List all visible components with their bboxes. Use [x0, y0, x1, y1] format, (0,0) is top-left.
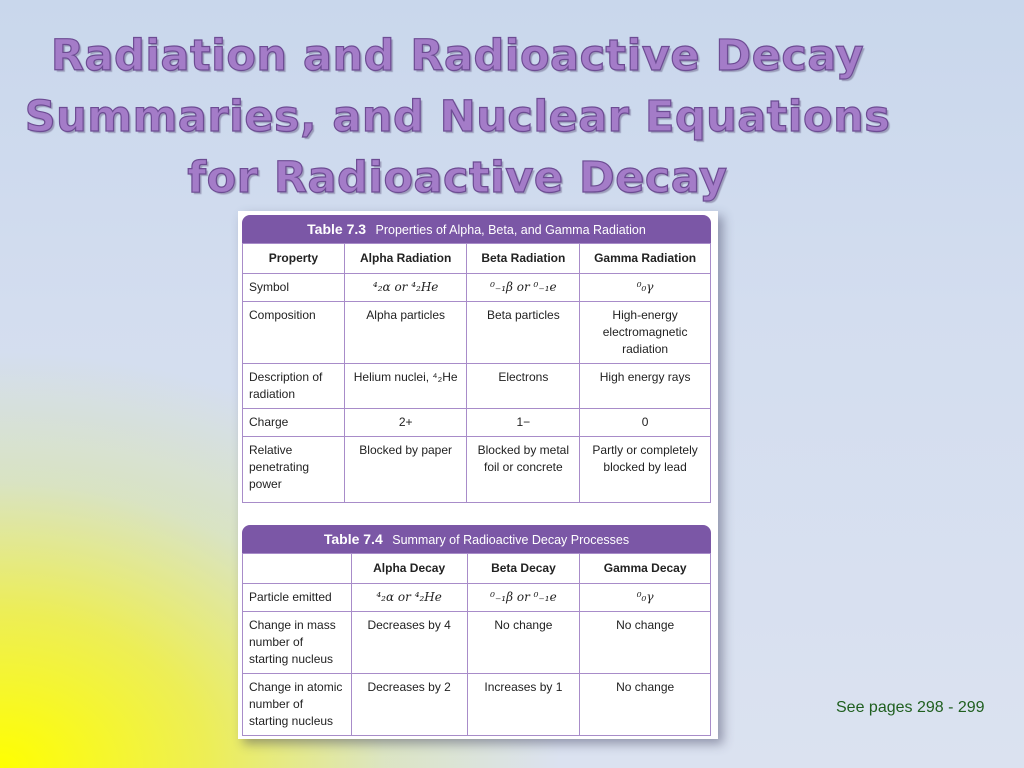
table-cell: 0 — [580, 409, 711, 437]
column-header: Beta Decay — [467, 554, 580, 584]
row-label: Composition — [243, 302, 345, 364]
table-7-4-grid — [242, 553, 711, 736]
table-7-3-header — [242, 215, 711, 243]
table-row — [243, 409, 711, 437]
table-cell: Decreases by 2 — [351, 674, 467, 736]
column-header — [243, 554, 352, 584]
table-row — [243, 554, 711, 584]
table-cell: Alpha particles — [344, 302, 467, 364]
table-row — [243, 244, 711, 274]
title-line-3: for Radioactive Decay — [187, 153, 728, 203]
table-cell: ⁰₀γ — [580, 274, 711, 302]
row-label: Description of radiation — [243, 364, 345, 409]
column-header: Alpha Radiation — [344, 244, 467, 274]
table-cell: High-energy electromagnetic radiation — [580, 302, 711, 364]
table-cell: ⁰₀γ — [580, 584, 711, 612]
slide-title — [0, 26, 915, 209]
title-line-1: Radiation and Radioactive Decay — [50, 31, 865, 81]
table-7-4-header — [242, 525, 711, 553]
table-cell: Increases by 1 — [467, 674, 580, 736]
table-row — [243, 364, 711, 409]
row-label: Change in mass number of starting nucleus — [243, 612, 352, 674]
row-label: Change in atomic number of starting nucleus — [243, 674, 352, 736]
table-cell: No change — [580, 674, 711, 736]
textbook-figure — [238, 211, 718, 739]
table-row — [243, 302, 711, 364]
table-7-4 — [242, 525, 711, 736]
table-7-4-number: Table 7.4 — [323, 531, 383, 547]
table-cell: No change — [467, 612, 580, 674]
table-7-3-caption: Properties of Alpha, Beta, and Gamma Radiation — [375, 223, 646, 237]
column-header: Property — [243, 244, 345, 274]
table-cell: 2+ — [344, 409, 467, 437]
row-label: Relative penetrating power — [243, 437, 345, 503]
column-header: Beta Radiation — [467, 244, 580, 274]
table-cell: Decreases by 4 — [351, 612, 467, 674]
row-label: Particle emitted — [243, 584, 352, 612]
table-row — [243, 437, 711, 503]
row-label: Charge — [243, 409, 345, 437]
table-cell: Partly or completely blocked by lead — [580, 437, 711, 503]
table-7-3-grid — [242, 243, 711, 503]
title-line-2: Summaries, and Nuclear Equations — [24, 92, 891, 142]
table-7-3-number: Table 7.3 — [307, 221, 367, 237]
table-row — [243, 584, 711, 612]
column-header: Gamma Radiation — [580, 244, 711, 274]
column-header: Gamma Decay — [580, 554, 711, 584]
page-reference-note: See pages 298 - 299 — [836, 699, 985, 716]
table-row — [243, 274, 711, 302]
table-cell: ⁰₋₁β or ⁰₋₁e — [467, 584, 580, 612]
table-row — [243, 674, 711, 736]
table-cell: Blocked by metal foil or concrete — [467, 437, 580, 503]
table-7-4-caption: Summary of Radioactive Decay Processes — [392, 533, 630, 547]
table-row — [243, 612, 711, 674]
table-cell: No change — [580, 612, 711, 674]
table-cell: ⁰₋₁β or ⁰₋₁e — [467, 274, 580, 302]
table-cell: ⁴₂α or ⁴₂He — [351, 584, 467, 612]
table-cell: Blocked by paper — [344, 437, 467, 503]
column-header: Alpha Decay — [351, 554, 467, 584]
row-label: Symbol — [243, 274, 345, 302]
table-cell: 1− — [467, 409, 580, 437]
table-cell: Electrons — [467, 364, 580, 409]
table-cell: Beta particles — [467, 302, 580, 364]
table-7-3 — [242, 215, 711, 503]
table-cell: ⁴₂α or ⁴₂He — [344, 274, 467, 302]
table-cell: Helium nuclei, ⁴₂He — [344, 364, 467, 409]
table-cell: High energy rays — [580, 364, 711, 409]
